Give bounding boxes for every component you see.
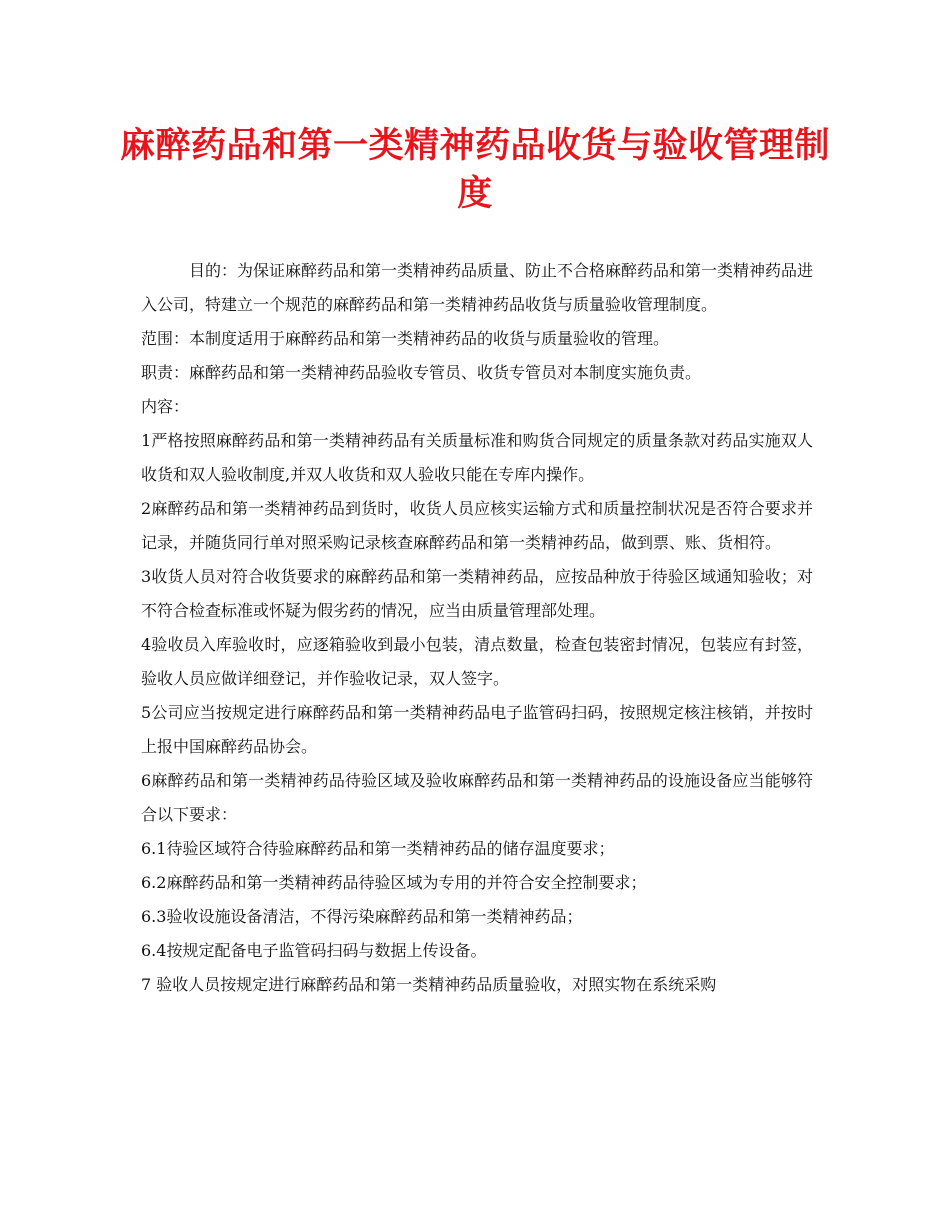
document-body [141, 254, 813, 1002]
scope-paragraph: 范围：本制度适用于麻醉药品和第一类精神药品的收货与质量验收的管理。 [141, 329, 670, 348]
clause-6: 6麻醉药品和第一类精神药品待验区域及验收麻醉药品和第一类精神药品的设施设备应当能够符合以下要求： [141, 771, 813, 824]
clause-2: 2麻醉药品和第一类精神药品到货时，收货人员应核实运输方式和质量控制状况是否符合要求并记录，并随货同行单对照采购记录核查麻醉药品和第一类精神药品，做到票、账、货相符。 [141, 499, 813, 552]
clause-6-1: 6.1待验区域符合待验麻醉药品和第一类精神药品的储存温度要求； [141, 839, 615, 858]
clause-4: 4验收员入库验收时，应逐箱验收到最小包装，清点数量，检查包装密封情况，包装应有封签，验收人员应做详细登记，并作验收记录，双人签字。 [141, 635, 813, 688]
clause-7: 7 验收人员按规定进行麻醉药品和第一类精神药品质量验收，对照实物在系统采购 [141, 975, 717, 994]
responsibility-paragraph: 职责：麻醉药品和第一类精神药品验收专管员、收货专管员对本制度实施负责。 [141, 363, 702, 382]
clause-5: 5公司应当按规定进行麻醉药品和第一类精神药品电子监管码扫码，按照规定核注核销，并按时上报中国麻醉药品协会。 [141, 703, 813, 756]
clause-6-4: 6.4按规定配备电子监管码扫码与数据上传设备。 [141, 941, 487, 960]
purpose-paragraph: 目的：为保证麻醉药品和第一类精神药品质量、防止不合格麻醉药品和第一类精神药品进入公司，特建立一个规范的麻醉药品和第一类精神药品收货与质量验收管理制度。 [141, 261, 814, 314]
clause-3: 3收货人员对符合收货要求的麻醉药品和第一类精神药品，应按品种放于待验区域通知验收；对不符合检查标准或怀疑为假劣药的情况，应当由质量管理部处理。 [141, 567, 813, 620]
clause-6-3: 6.3验收设施设备清洁，不得污染麻醉药品和第一类精神药品； [141, 907, 583, 926]
document-title: 麻醉药品和第一类精神药品收货与验收管理制度 [119, 125, 830, 214]
clause-1: 1严格按照麻醉药品和第一类精神药品有关质量标准和购货合同规定的质量条款对药品实施双人收货和双人验收制度,并双人收货和双人验收只能在专库内操作。 [141, 431, 813, 484]
content-heading: 内容： [141, 397, 190, 416]
clause-6-2: 6.2麻醉药品和第一类精神药品待验区域为专用的并符合安全控制要求； [141, 873, 647, 892]
